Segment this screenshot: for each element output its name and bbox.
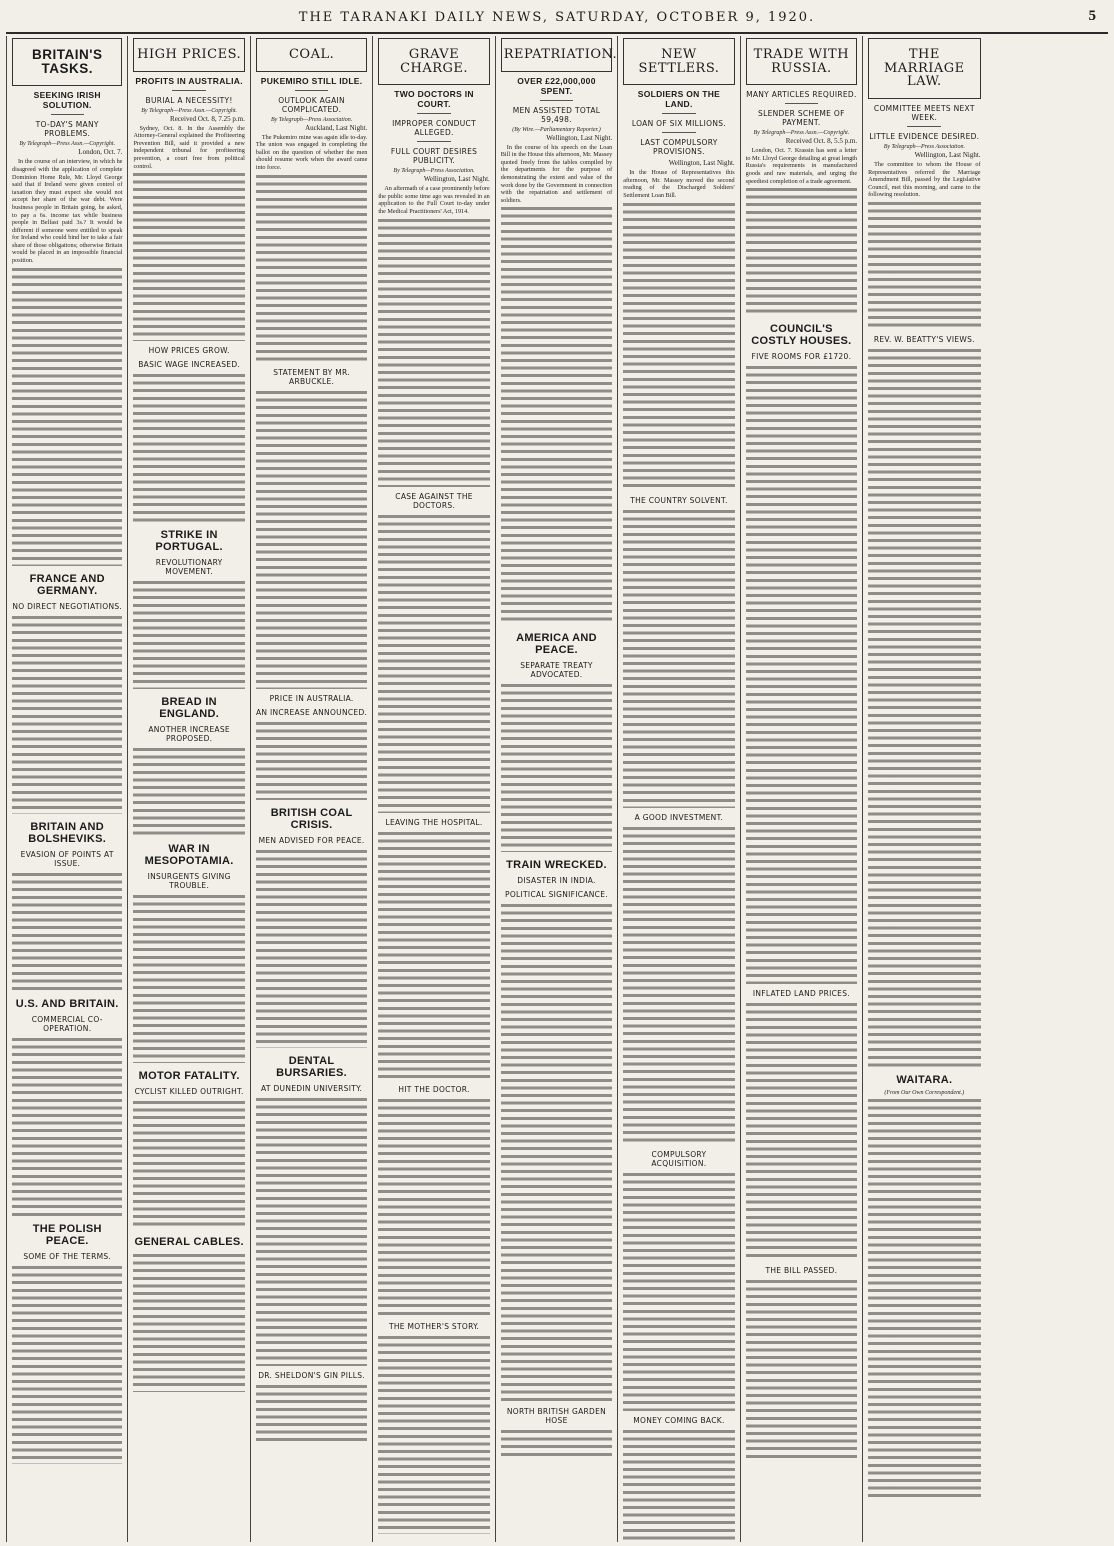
dateline: Auckland, Last Night. bbox=[305, 123, 368, 132]
section-subhead: INSURGENTS GIVING TROUBLE. bbox=[147, 872, 231, 891]
column-heading: HIGH PRICES. bbox=[137, 47, 242, 62]
section-heading: WAITARA. bbox=[896, 1073, 953, 1086]
section-subhead: THE BILL PASSED. bbox=[765, 1266, 838, 1276]
section-subhead: SEPARATE TREATY ADVOCATED. bbox=[520, 661, 593, 680]
article-body bbox=[133, 746, 244, 836]
dateline: Wellington, Last Night. bbox=[423, 175, 490, 184]
subhead: MANY ARTICLES REQUIRED. bbox=[746, 90, 857, 100]
section-heading: TRAIN WRECKED. bbox=[506, 859, 607, 872]
article-body bbox=[133, 171, 244, 341]
article-body bbox=[501, 205, 612, 625]
section-heading: BRITISH COAL CRISIS. bbox=[270, 806, 353, 831]
section-heading: WAR IN MESOPOTAMIA. bbox=[144, 843, 234, 868]
section-subhead: AN INCREASE ANNOUNCED. bbox=[255, 707, 368, 717]
article-body bbox=[378, 217, 489, 487]
column-britains-tasks bbox=[6, 36, 128, 1542]
section-subhead: COMPULSORY ACQUISITION. bbox=[651, 1149, 707, 1168]
article-lead: In the course of an interview, in which he disagreed with the application of complete Dominion Home Rule, Mr. Lloyd George said that if Ireland were given control of taxation they must expect she would not accept her share of the war debt. Were business people in Britain going, he asked, to pay a 6s. income tax while business people in Belfast paid 3s.? It would be different if someone were entitled to speak for Ireland who could bind her to take a fair share of those obligations; otherwise Britain would be placed in an impossible financial position. bbox=[12, 158, 123, 265]
section-subhead: COMMERCIAL CO-OPERATION. bbox=[31, 1014, 103, 1033]
article-body bbox=[133, 893, 244, 1063]
article-lead: In the course of his speech on the Loan Bill in the House this afternoon, Mr. Massey quoted freely from the tables compiled by the departments for the purpose of demonstrating the extent and value of the work done by the Government in connection with the repatriation and settlement of soldiers. bbox=[500, 143, 613, 204]
section-subhead: THE COUNTRY SOLVENT. bbox=[630, 495, 728, 505]
article-body bbox=[133, 1252, 244, 1392]
column-heading: THE MARRIAGE LAW. bbox=[883, 47, 965, 90]
section-heading: THE POLISH PEACE. bbox=[32, 1222, 102, 1247]
article-body bbox=[623, 201, 734, 491]
headline-frame bbox=[746, 38, 857, 85]
section-subhead: MEN ADVISED FOR PEACE. bbox=[258, 835, 365, 845]
section-subhead: ANOTHER INCREASE PROPOSED. bbox=[148, 725, 230, 744]
column-coal bbox=[251, 36, 373, 1542]
article-body bbox=[133, 579, 244, 689]
credit-line: By Telegraph—Press Assn.—Copyright. bbox=[753, 130, 850, 137]
section-subhead: DR. SHELDON'S GIN PILLS. bbox=[258, 1370, 365, 1380]
subhead: SEEKING IRISH SOLUTION. bbox=[33, 90, 101, 111]
subhead: PUKEMIRO STILL IDLE. bbox=[260, 75, 363, 86]
credit-line: By Telegraph—Press Association. bbox=[883, 143, 965, 150]
section-heading: STRIKE IN PORTUGAL. bbox=[155, 529, 223, 554]
column-new-settlers bbox=[618, 36, 740, 1542]
section-subhead: LEAVING THE HOSPITAL. bbox=[385, 817, 483, 827]
article-body bbox=[133, 1099, 244, 1229]
section-subhead: FIVE ROOMS FOR £1720. bbox=[751, 352, 852, 362]
newspaper-columns bbox=[6, 36, 1108, 1542]
credit-line: (By Wire.—Parliamentary Reporter.) bbox=[512, 126, 601, 133]
section-subhead: HOW PRICES GROW. bbox=[148, 346, 230, 356]
column-heading: GRAVE CHARGE. bbox=[400, 47, 469, 76]
subhead: COMMITTEE MEETS NEXT WEEK. bbox=[873, 103, 975, 122]
article-body bbox=[746, 1001, 857, 1261]
article-body bbox=[378, 1097, 489, 1317]
section-subhead: INFLATED LAND PRICES. bbox=[752, 989, 850, 999]
dateline: Received Oct. 8, 7.25 p.m. bbox=[170, 114, 245, 123]
section-subhead: STATEMENT BY MR. ARBUCKLE. bbox=[273, 367, 350, 386]
article-body bbox=[256, 389, 367, 689]
article-lead: Sydney, Oct. 8. In the Assembly the Attorney-General explained the Profiteering Prevention Bill, said it provided a new independent tribunal for profiteering prevention, a court free from political control. bbox=[133, 124, 245, 170]
subhead: SOLDIERS ON THE LAND. bbox=[637, 89, 721, 110]
article-body bbox=[623, 1171, 734, 1411]
section-subhead: THE MOTHER'S STORY. bbox=[388, 1321, 480, 1331]
column-repatriation bbox=[496, 36, 618, 1542]
dateline: Wellington, Last Night. bbox=[668, 159, 735, 168]
subhead: TO-DAY'S MANY PROBLEMS. bbox=[35, 120, 99, 139]
headline-frame bbox=[378, 38, 489, 85]
advert-body bbox=[501, 1428, 612, 1458]
column-heading: REPATRIATION. bbox=[503, 47, 618, 62]
article-body bbox=[378, 830, 489, 1080]
section-subhead: DISASTER IN INDIA. bbox=[517, 876, 596, 886]
article-body bbox=[746, 364, 857, 984]
section-subhead: CASE AGAINST THE DOCTORS. bbox=[395, 491, 473, 510]
article-body bbox=[256, 848, 367, 1048]
headline-frame bbox=[256, 38, 367, 72]
section-heading: BREAD IN ENGLAND. bbox=[159, 696, 220, 721]
section-heading: BRITAIN AND BOLSHEVIKS. bbox=[28, 820, 107, 845]
article-body bbox=[12, 871, 122, 991]
subhead: SLENDER SCHEME OF PAYMENT. bbox=[758, 109, 845, 128]
column-trade-with-russia bbox=[741, 36, 863, 1542]
credit-line: By Telegraph—Press Association. bbox=[393, 168, 475, 175]
dateline: Wellington, Last Night. bbox=[914, 150, 981, 159]
article-lead: The committee to whom the House of Representatives referred the Marriage Amendment Bill, passed by the Legislative Council, met this morning, and came to the following resolution. bbox=[868, 160, 981, 199]
article-body bbox=[746, 186, 857, 316]
column-marriage-law bbox=[863, 36, 985, 1542]
column-heading: NEW SETTLERS. bbox=[638, 47, 720, 76]
credit-line: By Telegraph—Press Association. bbox=[270, 116, 353, 123]
subhead: FULL COURT DESIRES PUBLICITY. bbox=[390, 147, 478, 166]
section-subhead: HIT THE DOCTOR. bbox=[398, 1084, 470, 1094]
subhead: OVER £22,000,000 SPENT. bbox=[517, 75, 596, 96]
section-subhead: CYCLIST KILLED OUTRIGHT. bbox=[134, 1087, 244, 1097]
section-subhead: NO DIRECT NEGOTIATIONS. bbox=[12, 601, 123, 611]
article-body bbox=[12, 614, 122, 814]
subhead: LITTLE EVIDENCE DESIRED. bbox=[869, 131, 980, 141]
section-heading: AMERICA AND PEACE. bbox=[516, 632, 597, 657]
column-grave-charge bbox=[373, 36, 495, 1542]
section-heading: U.S. AND BRITAIN. bbox=[15, 997, 119, 1010]
credit-line: By Telegraph—Press Assn.—Copyright. bbox=[141, 107, 238, 114]
article-body bbox=[256, 1383, 367, 1443]
section-heading: MOTOR FATALITY. bbox=[138, 1070, 240, 1083]
section-heading: DENTAL BURSARIES. bbox=[276, 1054, 348, 1079]
section-heading: COUNCIL'S COSTLY HOUSES. bbox=[751, 323, 852, 348]
column-heading: TRADE WITH RUSSIA. bbox=[753, 47, 850, 76]
section-subhead: BASIC WAGE INCREASED. bbox=[138, 360, 241, 370]
subhead: LOAN OF SIX MILLIONS. bbox=[631, 119, 726, 129]
advert-heading: NORTH BRITISH GARDEN HOSE bbox=[506, 1407, 607, 1426]
article-body bbox=[623, 825, 734, 1145]
subhead: PROFITS IN AUSTRALIA. bbox=[135, 75, 243, 86]
article-body bbox=[12, 1264, 122, 1464]
subhead: LAST COMPULSORY PROVISIONS. bbox=[640, 138, 718, 157]
section-heading: FRANCE AND GERMANY. bbox=[29, 572, 105, 597]
section-subhead: REV. W. BEATTY'S VIEWS. bbox=[873, 334, 975, 344]
article-body bbox=[133, 372, 244, 522]
article-lead: In the House of Representatives this afternoon, Mr. Massey moved the second reading of the Discharged Soldiers' Settlement Loan Bill. bbox=[623, 169, 735, 200]
section-credit: (From Our Own Correspondent.) bbox=[884, 1089, 965, 1096]
headline-frame bbox=[12, 38, 122, 86]
headline-frame bbox=[868, 38, 980, 99]
page-number: 5 bbox=[1088, 8, 1096, 24]
article-lead: An aftermath of a case prominently before the public some time ago was revealed in an application to the Full Court to-day under the Medical Practitioners' Act, 1914. bbox=[378, 185, 490, 216]
dateline: Received Oct. 8, 5.5 p.m. bbox=[785, 137, 858, 146]
article-body bbox=[868, 1097, 980, 1497]
article-body bbox=[868, 347, 980, 1067]
subhead: TWO DOCTORS IN COURT. bbox=[394, 89, 474, 110]
article-body bbox=[256, 720, 367, 800]
section-subhead: MONEY COMING BACK. bbox=[633, 1415, 725, 1425]
dateline: London, Oct. 7. bbox=[78, 148, 123, 157]
credit-line: By Telegraph—Press Assn.—Copyright. bbox=[19, 141, 116, 148]
section-subhead: SOME OF THE TERMS. bbox=[23, 1251, 112, 1261]
masthead-rule bbox=[6, 32, 1108, 34]
headline-frame bbox=[133, 38, 244, 72]
section-subhead: REVOLUTIONARY MOVEMENT. bbox=[155, 558, 223, 577]
article-body bbox=[623, 508, 734, 808]
article-body bbox=[378, 513, 489, 813]
headline-frame bbox=[501, 38, 618, 72]
subhead: BURIAL A NECESSITY! bbox=[145, 95, 233, 105]
article-body bbox=[378, 1334, 489, 1534]
column-heading: COAL. bbox=[288, 47, 335, 62]
dateline: Wellington, Last Night. bbox=[546, 133, 613, 142]
headline-frame bbox=[623, 38, 734, 85]
section-subhead: POLITICAL SIGNIFICANCE. bbox=[505, 890, 608, 900]
article-body bbox=[746, 1278, 857, 1458]
section-subhead: A GOOD INVESTMENT. bbox=[634, 812, 724, 822]
section-subhead: AT DUNEDIN UNIVERSITY. bbox=[261, 1083, 363, 1093]
newspaper-title: THE TARANAKI DAILY NEWS, SATURDAY, OCTOBER 9, 1920. bbox=[298, 10, 816, 25]
column-heading: BRITAIN'S TASKS. bbox=[31, 47, 103, 77]
masthead bbox=[0, 0, 1114, 34]
article-body bbox=[868, 200, 980, 330]
article-lead: The Pukemiro mine was again idle to-day. The union was engaged in completing the ballot on the question of whether the men should resume work when the award came into force. bbox=[255, 133, 368, 172]
article-body bbox=[501, 682, 612, 852]
article-body bbox=[12, 266, 122, 566]
section-subhead: PRICE IN AUSTRALIA. bbox=[269, 693, 354, 703]
subhead: IMPROPER CONDUCT ALLEGED. bbox=[392, 119, 476, 138]
section-heading: GENERAL CABLES. bbox=[134, 1236, 244, 1249]
article-body bbox=[256, 1096, 367, 1366]
article-lead: London, Oct. 7. Krassin has sent a letter to Mr. Lloyd George detailing at great length Russia's requirements in manufactured goods and raw materials, and urging the speediest completion of a trade agreement. bbox=[745, 147, 858, 185]
subhead: MEN ASSISTED TOTAL 59,498. bbox=[512, 105, 601, 124]
article-body bbox=[256, 173, 367, 363]
article-body bbox=[623, 1428, 734, 1542]
subhead: OUTLOOK AGAIN COMPLICATED. bbox=[278, 95, 345, 114]
column-high-prices bbox=[128, 36, 250, 1542]
article-body bbox=[501, 902, 612, 1402]
section-subhead: EVASION OF POINTS AT ISSUE. bbox=[20, 849, 114, 868]
article-body bbox=[12, 1036, 122, 1216]
